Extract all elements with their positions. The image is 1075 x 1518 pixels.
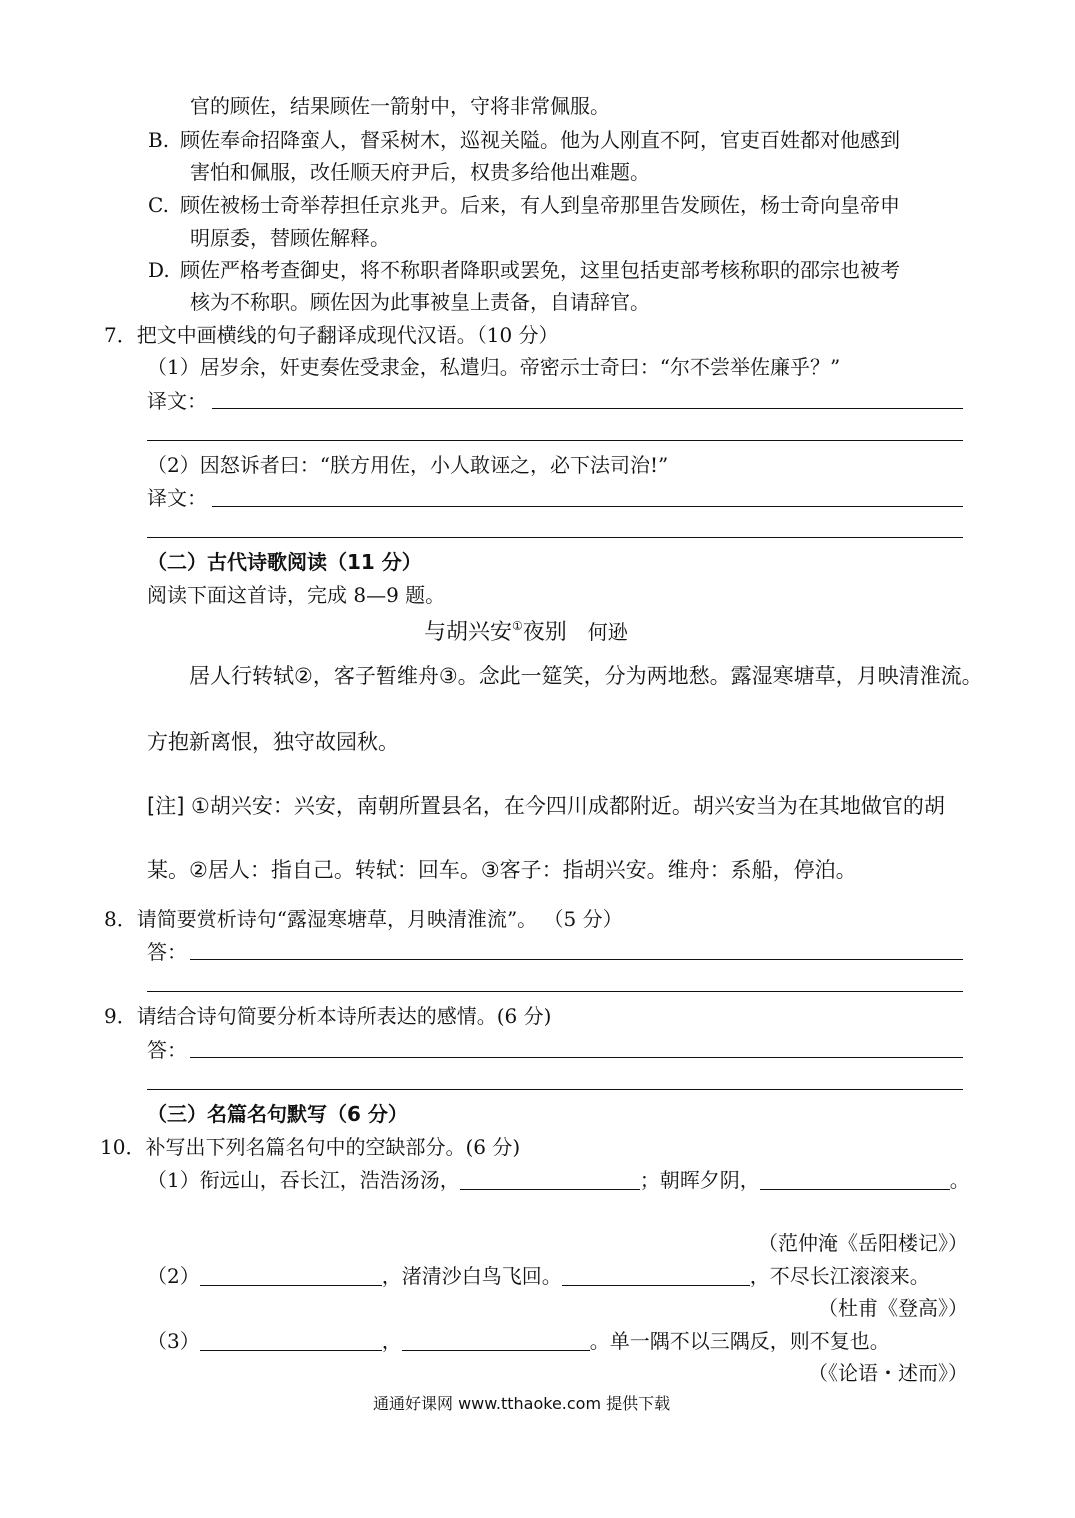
recitation-text: 。 xyxy=(949,1168,970,1192)
translation-label-2: 译文： xyxy=(147,486,207,510)
section-3-heading: （三）名篇名句默写（6 分） xyxy=(147,1102,408,1126)
fill-blank[interactable] xyxy=(200,1328,382,1351)
poem-author: 何逊 xyxy=(587,620,628,644)
answer-line[interactable] xyxy=(212,408,963,409)
answer-label-8: 答： xyxy=(147,940,187,964)
recitation-text: ，不尽长江滚滚来。 xyxy=(749,1264,930,1288)
answer-line[interactable] xyxy=(147,537,963,538)
option-d-label: D. xyxy=(148,258,170,282)
recitation-text: （1）衔远山，吞长江，浩浩汤汤， xyxy=(147,1168,460,1192)
source-3: （《论语・述而》） xyxy=(808,1361,968,1385)
fill-blank[interactable] xyxy=(460,1167,640,1190)
question-7-sentence-1: （1）居岁余，奸吏奏佐受隶金，私遣归。帝密示士奇曰：“尔不尝举佐廉乎？” xyxy=(147,355,841,379)
fill-blank[interactable] xyxy=(402,1328,590,1351)
source-1: （范仲淹《岳阳楼记》） xyxy=(758,1231,968,1255)
section-2-intro: 阅读下面这首诗，完成 8—9 题。 xyxy=(147,583,446,607)
option-b-line2: 害怕和佩服，改任顺天府尹后，权贵多给他出难题。 xyxy=(190,160,650,184)
option-d-line2: 核为不称职。顾佐因为此事被皇上责备，自请辞官。 xyxy=(190,290,650,314)
fill-blank[interactable] xyxy=(760,1167,950,1190)
answer-line[interactable] xyxy=(190,959,963,960)
poem-line-1: 居人行转轼②，客子暂维舟③。念此一筵笑，分为两地愁。露湿寒塘草，月映清淮流。 xyxy=(189,664,983,688)
poem-title-text: 与胡兴安 xyxy=(424,620,513,645)
answer-line[interactable] xyxy=(212,506,963,507)
recitation-item-1 xyxy=(147,1166,970,1194)
option-b-line1: 顾佐奉命招降蛮人，督采树木，巡视关隘。他为人刚直不阿，官吏百姓都对他感到 xyxy=(180,128,900,152)
fill-blank[interactable] xyxy=(200,1263,382,1286)
question-7-title: 7．把文中画横线的句子翻译成现代汉语。（10 分） xyxy=(104,323,559,347)
answer-line[interactable] xyxy=(147,1089,963,1090)
poem-title-text: 夜别 xyxy=(522,620,567,645)
fill-blank[interactable] xyxy=(562,1263,750,1286)
translation-label-1: 译文： xyxy=(147,389,207,413)
option-c-line1: 顾佐被杨士奇举荐担任京兆尹。后来，有人到皇帝那里告发顾佐，杨士奇向皇帝申 xyxy=(180,193,900,217)
recitation-item-2 xyxy=(147,1262,930,1290)
recitation-text: （2） xyxy=(147,1264,200,1288)
poem-title xyxy=(424,612,628,647)
option-c-label: C. xyxy=(148,193,169,217)
option-c-line2: 明原委，替顾佐解释。 xyxy=(190,226,390,250)
recitation-text: ， xyxy=(381,1329,402,1353)
poem-note-line-1: [注] ①胡兴安：兴安，南朝所置县名，在今四川成都附近。胡兴安当为在其地做官的胡 xyxy=(147,794,945,818)
answer-line[interactable] xyxy=(147,440,963,441)
recitation-text: （3） xyxy=(147,1329,200,1353)
question-9-text: 9．请结合诗句简要分析本诗所表达的感情。(6 分) xyxy=(104,1004,552,1028)
answer-line[interactable] xyxy=(190,1057,963,1058)
question-10-text: 10．补写出下列名篇名句中的空缺部分。(6 分) xyxy=(100,1135,521,1159)
poem-line-2: 方抱新离恨，独守故园秋。 xyxy=(147,730,399,754)
answer-label-9: 答： xyxy=(147,1038,187,1062)
section-2-heading: （二）古代诗歌阅读（11 分） xyxy=(147,550,422,574)
option-d-line1: 顾佐严格考查御史，将不称职者降职或罢免，这里包括吏部考核称职的邵宗也被考 xyxy=(180,258,900,282)
question-7-sentence-2: （2）因怒诉者曰：“朕方用佐，小人敢诬之，必下法司治!” xyxy=(147,453,669,477)
poem-note-line-2: 某。②居人：指自己。转轼：回车。③客子：指胡兴安。维舟：系船，停泊。 xyxy=(147,858,857,882)
option-a-continuation: 官的顾佐，结果顾佐一箭射中，守将非常佩服。 xyxy=(190,94,610,118)
footnote-marker: ① xyxy=(512,619,523,633)
recitation-text: 。单一隅不以三隅反，则不复也。 xyxy=(589,1329,890,1353)
page-footer: 通通好课网 www.tthaoke.com 提供下载 xyxy=(373,1394,671,1413)
answer-line[interactable] xyxy=(147,991,963,992)
question-8-text: 8．请简要赏析诗句“露湿寒塘草，月映清淮流”。 （5 分） xyxy=(104,907,623,931)
recitation-text: ，渚清沙白鸟飞回。 xyxy=(381,1264,562,1288)
source-2: （杜甫《登高》） xyxy=(818,1296,968,1320)
recitation-item-3 xyxy=(147,1327,890,1355)
option-b-label: B. xyxy=(148,128,170,152)
recitation-text: ；朝晖夕阴， xyxy=(639,1168,760,1192)
